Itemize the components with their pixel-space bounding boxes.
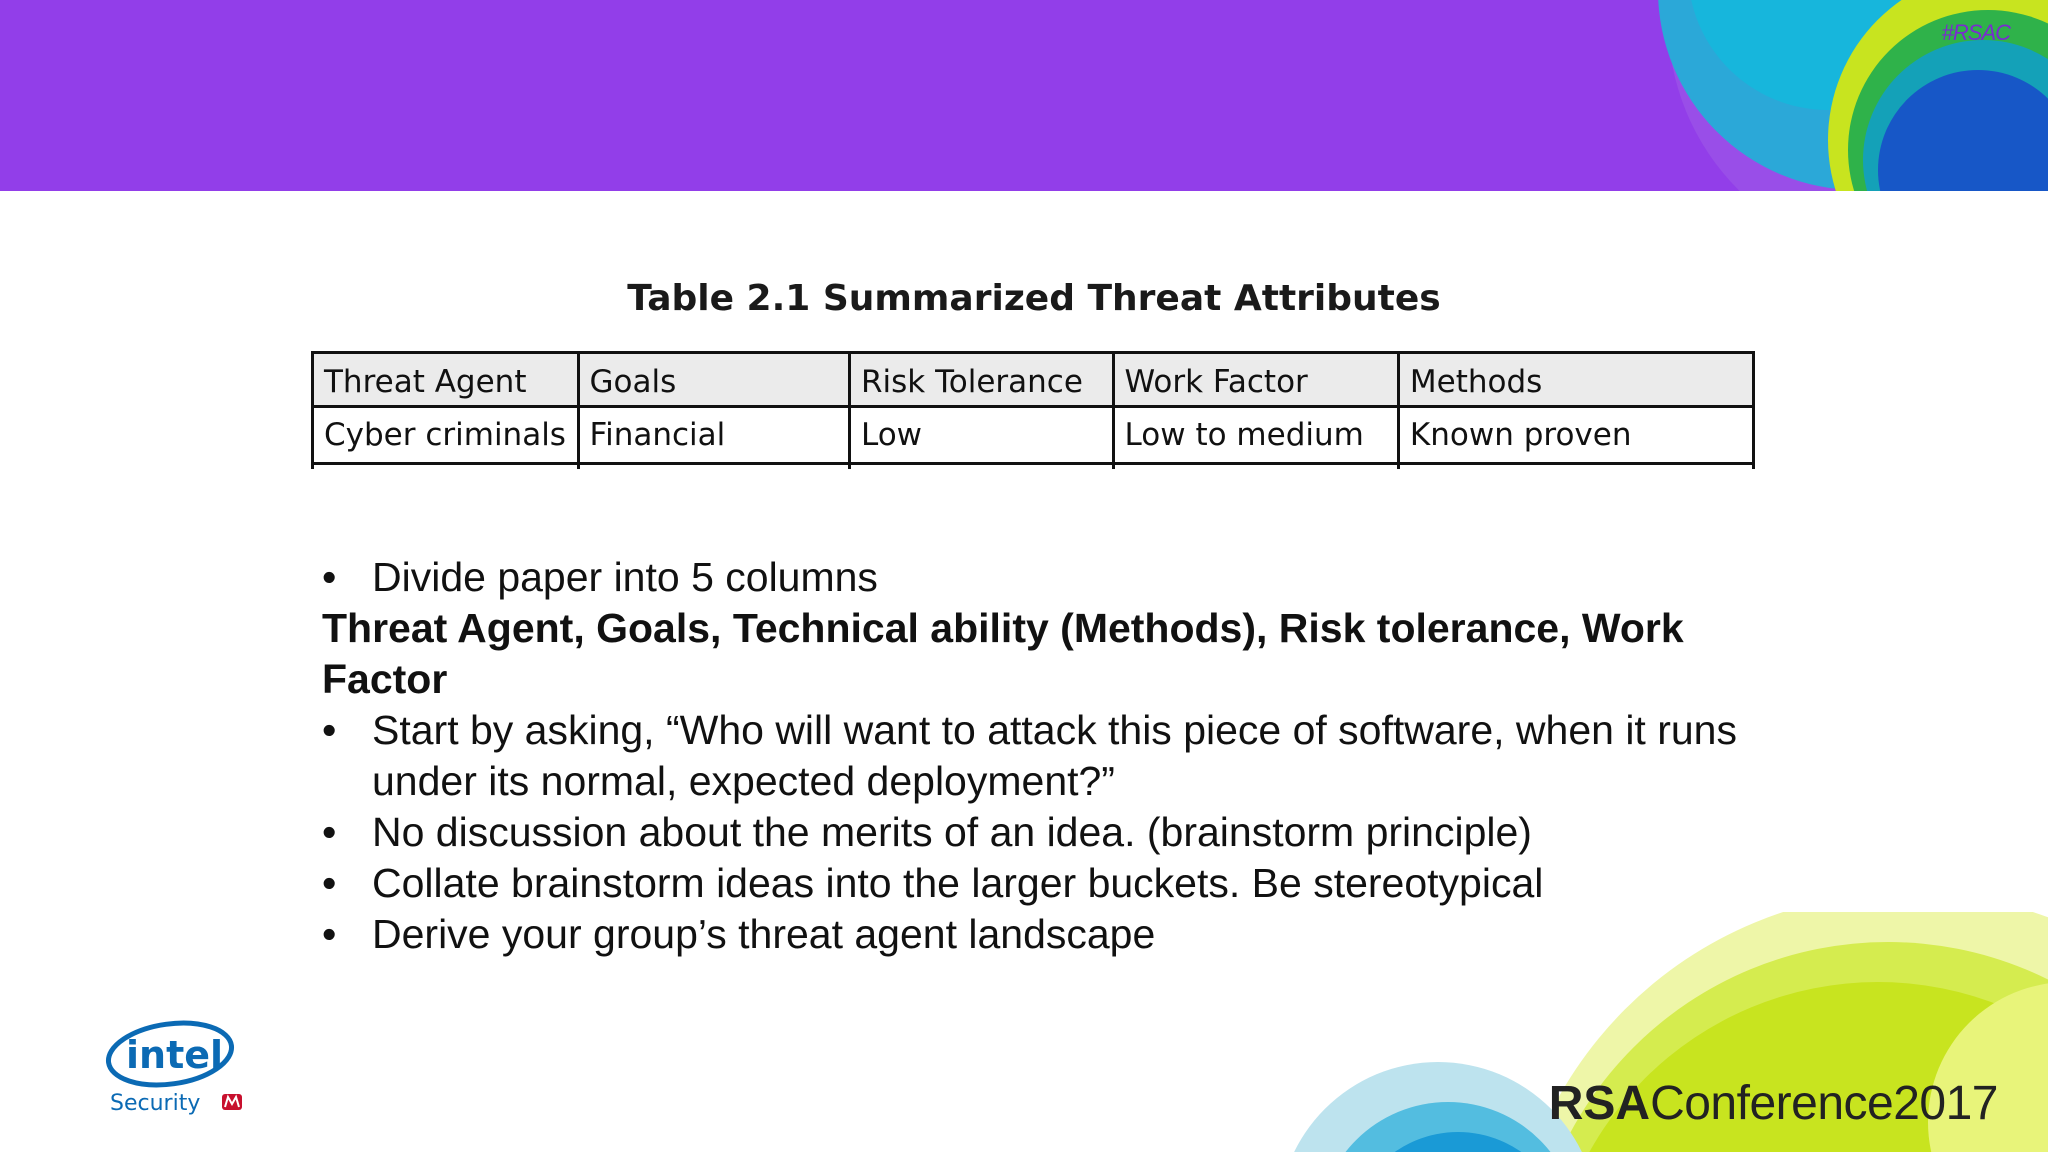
bullet-item: • Collate brainstorm ideas into the larger buckets. Be stereotypical [322,858,1742,909]
column-header-goals: Goals [578,353,849,407]
intel-security-label: Security [110,1091,201,1116]
column-header-threat-agent: Threat Agent [313,353,579,407]
table-cell: Known proven [1398,407,1753,464]
header-banner [0,0,2048,191]
rsac-hashtag: #RSAC [1941,20,2010,45]
intel-wordmark: intel [126,1033,224,1077]
table-row [313,407,1754,464]
intel-security-logo [104,1020,254,1116]
table-header-row [313,353,1754,407]
bullet-item: • Divide paper into 5 columns [322,552,1742,603]
column-header-risk-tolerance: Risk Tolerance [849,353,1113,407]
bullet-list [322,552,1742,960]
threat-attributes-table [311,351,1755,469]
rsa-brand-text: RSA [1548,1077,1651,1130]
bullet-item: • Derive your group’s threat agent landscape [322,909,1742,960]
rsa-conference-logo [1549,1076,1998,1131]
table-cell: Cyber criminals [313,407,579,464]
table-cell: Financial [578,407,849,464]
table-caption: Table 2.1 Summarized Threat Attributes [627,278,1441,319]
column-header-work-factor: Work Factor [1113,353,1398,407]
table-tail-row [313,464,1754,470]
table-cell: Low to medium [1113,407,1398,464]
rsa-conference-text: Conference2017 [1650,1077,1998,1130]
bold-emphasis-line: Threat Agent, Goals, Technical ability (Methods), Risk tolerance, Work Factor [322,605,1684,702]
bullet-item: • No discussion about the merits of an idea. (brainstorm principle) [322,807,1742,858]
bullet-item: • Start by asking, “Who will want to attack this piece of software, when it runs under its normal, expected deployment?” [322,705,1742,807]
column-header-methods: Methods [1398,353,1753,407]
table-cell: Low [849,407,1113,464]
